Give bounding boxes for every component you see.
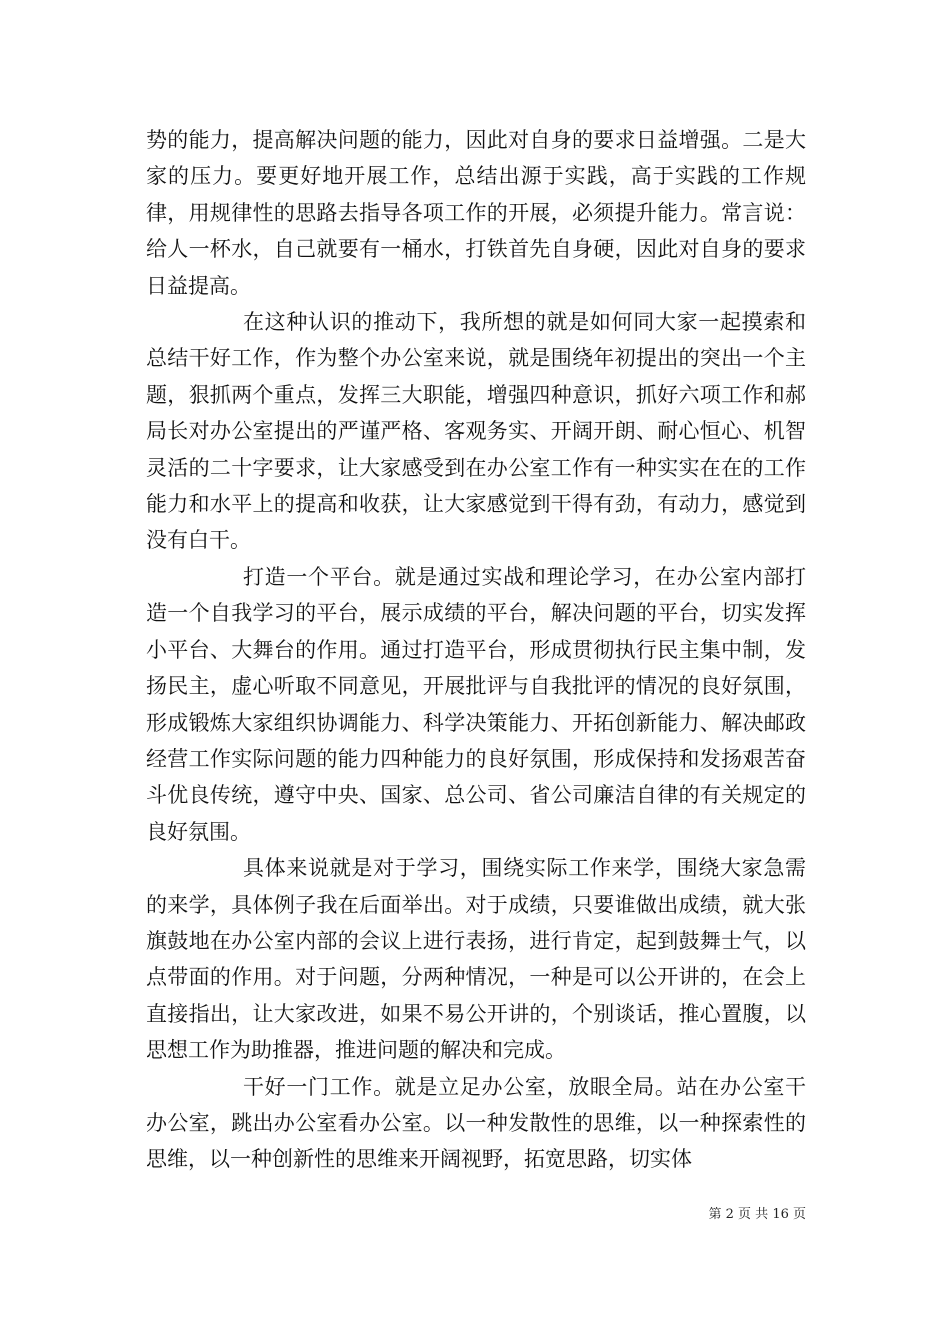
paragraph-1: 势的能力，提高解决问题的能力，因此对自身的要求日益增强。二是大家的压力。要更好地开展工作，总结出源于实践，高于实践的工作规律，用规律性的思路去指导各项工作的开展，必须提升能力。常言说：给人一杯水，自己就要有一桶水，打铁首先自身硬，因此对自身的要求日益提高。 xyxy=(146,128,806,298)
paragraph-2: 在这种认识的推动下，我所想的就是如何同大家一起摸索和总结干好工作，作为整个办公室来说，就是围绕年初提出的突出一个主题，狠抓两个重点，发挥三大职能，增强四种意识，抓好六项工作和郝局长对办公室提出的严谨严格、客观务实、开阔开朗、耐心恒心、机智灵活的二十字要求，让大家感受到在办公室工作有一种实实在在的工作能力和水平上的提高和收获，让大家感觉到干得有劲，有动力，感觉到没有白干。 xyxy=(146,310,806,553)
paragraph-3: 打造一个平台。就是通过实战和理论学习，在办公室内部打造一个自我学习的平台，展示成绩的平台，解决问题的平台，切实发挥小平台、大舞台的作用。通过打造平台，形成贯彻执行民主集中制，发扬民主，虚心听取不同意见，开展批评与自我批评的情况的良好氛围，形成锻炼大家组织协调能力、科学决策能力、开拓创新能力、解决邮政经营工作实际问题的能力四种能力的良好氛围，形成保持和发扬艰苦奋斗优良传统，遵守中央、国家、总公司、省公司廉洁自律的有关规定的良好氛围。 xyxy=(146,564,806,844)
page-number-footer: 第 2 页 共 16 页 xyxy=(708,1207,806,1222)
paragraph-5: 干好一门工作。就是立足办公室，放眼全局。站在办公室干办公室，跳出办公室看办公室。以一种发散性的思维，以一种探索性的思维，以一种创新性的思维来开阔视野，拓宽思路，切实体 xyxy=(146,1074,806,1172)
document-body xyxy=(146,122,806,1178)
paragraph-4: 具体来说就是对于学习，围绕实际工作来学，围绕大家急需的来学，具体例子我在后面举出。对于成绩，只要谁做出成绩，就大张旗鼓地在办公室内部的会议上进行表扬，进行肯定，起到鼓舞士气，以点带面的作用。对于问题，分两种情况，一种是可以公开讲的，在会上直接指出，让大家改进，如果不易公开讲的，个别谈话，推心置腹，以思想工作为助推器，推进问题的解决和完成。 xyxy=(146,856,806,1063)
